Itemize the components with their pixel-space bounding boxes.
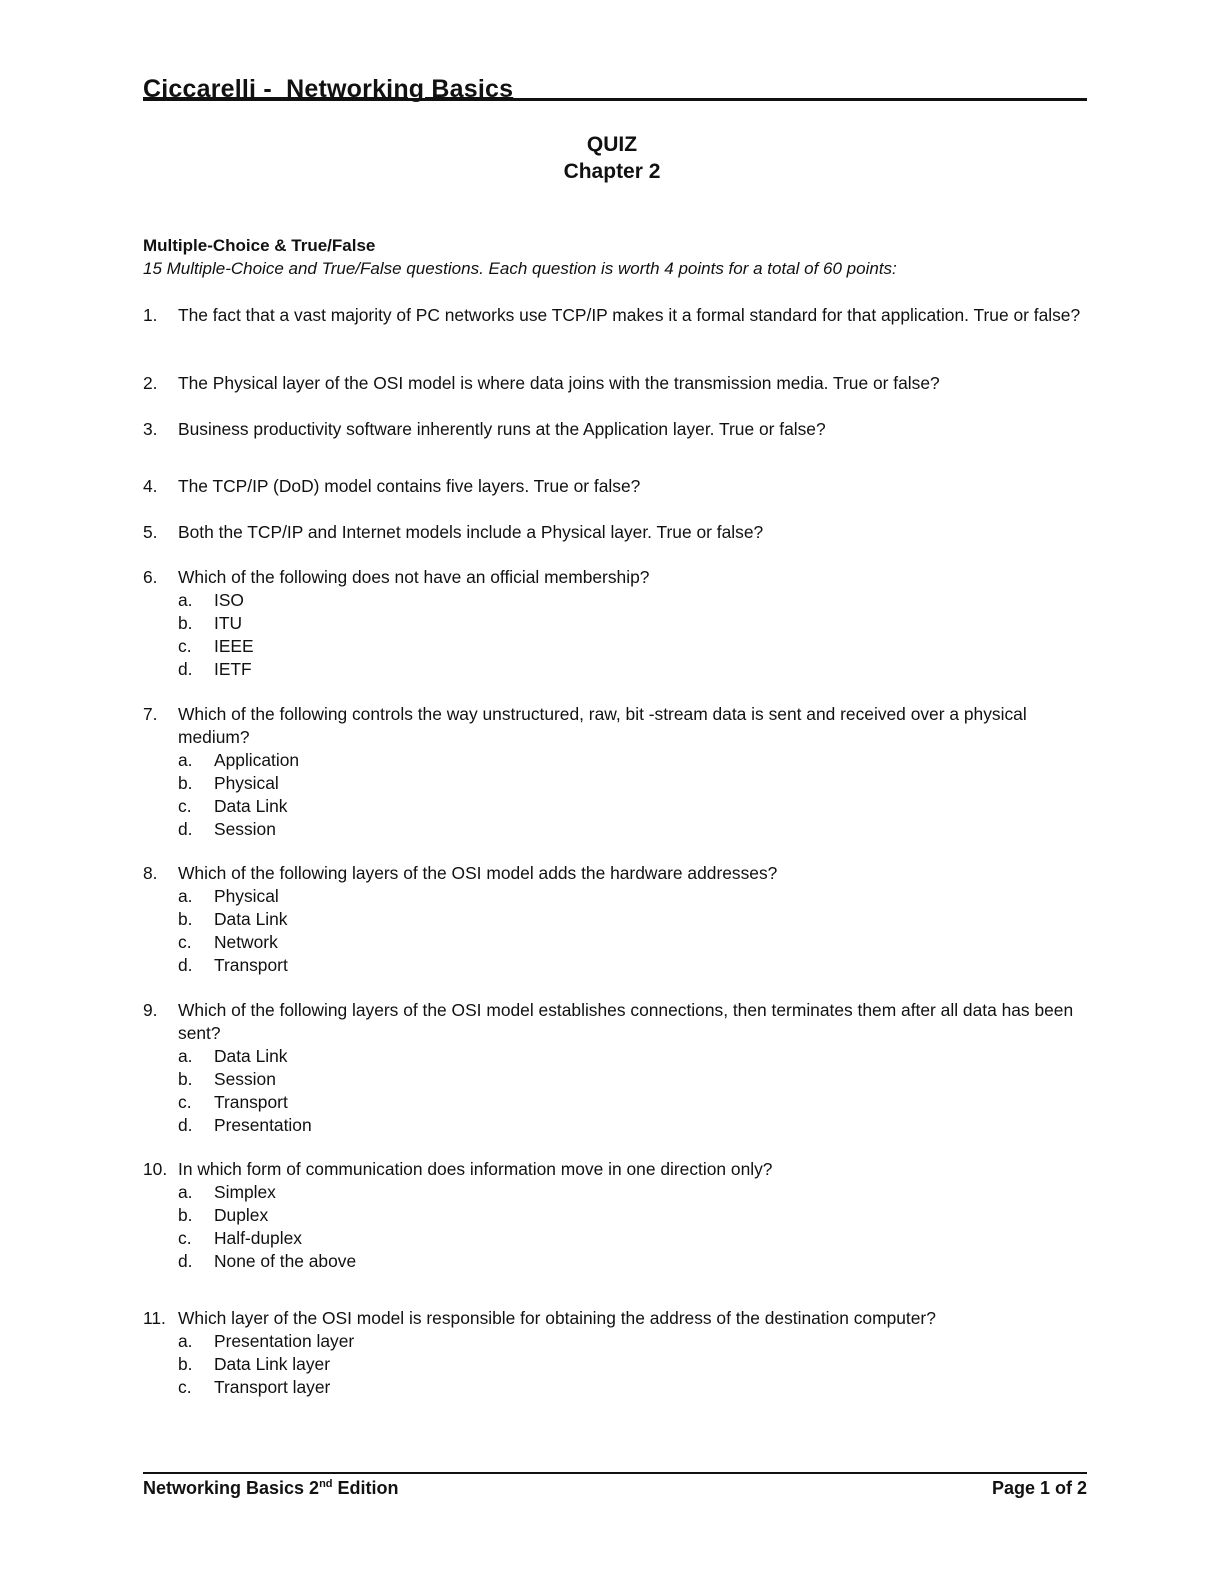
question-text: Business productivity software inherently runs at the Application layer. True or false?: [178, 419, 826, 439]
option-letter: a.: [178, 1046, 193, 1066]
option-text: None of the above: [214, 1251, 357, 1271]
option-text: Session: [214, 1069, 276, 1089]
question-text: The TCP/IP (DoD) model contains five layers. True or false?: [178, 476, 641, 496]
question-number: 6.: [143, 567, 158, 587]
answer-option: [178, 795, 1087, 818]
option-letter: c.: [178, 932, 192, 952]
header-title: Ciccarelli - Networking Basics: [143, 75, 514, 103]
answer-option: [178, 1181, 1087, 1204]
footer-edition-text: Networking Basics 2: [143, 1478, 320, 1498]
option-letter: d.: [178, 659, 193, 679]
option-letter: c.: [178, 636, 192, 656]
quiz-title: QUIZ: [586, 133, 638, 156]
option-letter: b.: [178, 613, 193, 633]
question-number: 7.: [143, 704, 158, 724]
question-number: 9.: [143, 1000, 158, 1020]
option-text: Presentation layer: [214, 1331, 355, 1351]
section-heading: Multiple-Choice & True/False: [143, 236, 376, 255]
question-text: Which of the following layers of the OSI model adds the hardware addresses?: [178, 863, 778, 883]
question-8: [143, 862, 1087, 977]
question-number: 8.: [143, 863, 158, 883]
option-text: Transport layer: [214, 1377, 331, 1397]
answer-option: [178, 931, 1087, 954]
option-letter: d.: [178, 819, 193, 839]
option-letter: c.: [178, 796, 192, 816]
option-letter: a.: [178, 590, 193, 610]
option-letter: d.: [178, 955, 193, 975]
question-1: [143, 304, 1087, 327]
option-text: IETF: [214, 659, 252, 679]
question-text: The fact that a vast majority of PC networks use TCP/IP makes it a formal standard for that application. True or false?: [178, 305, 1081, 325]
question-7: [143, 703, 1087, 841]
option-letter: a.: [178, 750, 193, 770]
answer-option: [178, 1091, 1087, 1114]
question-number: 3.: [143, 419, 158, 439]
option-text: Data Link: [214, 796, 288, 816]
footer-edition: [143, 1478, 399, 1499]
answer-option: [178, 1204, 1087, 1227]
option-letter: b.: [178, 773, 193, 793]
page-header: [143, 72, 1087, 101]
option-text: Duplex: [214, 1205, 269, 1225]
answer-option: [178, 749, 1087, 772]
answer-option: [178, 954, 1087, 977]
option-text: Physical: [214, 886, 279, 906]
option-text: IEEE: [214, 636, 254, 656]
question-number: 5.: [143, 522, 158, 542]
answer-option: [178, 1353, 1087, 1376]
question-4: [143, 475, 1087, 498]
answer-option: [178, 1376, 1087, 1399]
answer-option: [178, 589, 1087, 612]
question-text: In which form of communication does information move in one direction only?: [178, 1159, 773, 1179]
option-letter: b.: [178, 1069, 193, 1089]
answer-option: [178, 1250, 1087, 1273]
option-letter: c.: [178, 1228, 192, 1248]
page-footer: [143, 1472, 1087, 1498]
footer-edition-superscript: nd: [319, 1478, 333, 1490]
option-text: Session: [214, 819, 276, 839]
footer-page-number: Page 1 of 2: [991, 1478, 1087, 1498]
footer-edition-suffix: Edition: [332, 1478, 399, 1498]
question-2: [143, 372, 1087, 395]
question-10: [143, 1158, 1087, 1273]
option-letter: a.: [178, 1182, 193, 1202]
question-6: [143, 566, 1087, 681]
answer-option: [178, 1068, 1087, 1091]
question-number: 1.: [143, 305, 158, 325]
question-5: [143, 521, 1087, 544]
answer-option: [178, 908, 1087, 931]
option-letter: d.: [178, 1115, 193, 1135]
question-text: Both the TCP/IP and Internet models include a Physical layer. True or false?: [178, 522, 764, 542]
option-text: Application: [214, 750, 300, 770]
option-letter: c.: [178, 1377, 192, 1397]
question-9: [143, 999, 1087, 1137]
question-text: Which of the following controls the way unstructured, raw, bit -stream data is sent and received over a physical medium?: [178, 704, 1027, 747]
question-text: Which layer of the OSI model is responsible for obtaining the address of the destination computer?: [178, 1308, 936, 1328]
option-letter: b.: [178, 909, 193, 929]
option-text: ITU: [214, 613, 243, 633]
answer-option: [178, 885, 1087, 908]
question-number: 4.: [143, 476, 158, 496]
answer-option: [178, 818, 1087, 841]
answer-option: [178, 1114, 1087, 1137]
option-letter: c.: [178, 1092, 192, 1112]
option-text: Physical: [214, 773, 279, 793]
answer-option: [178, 1045, 1087, 1068]
option-letter: a.: [178, 886, 193, 906]
option-letter: a.: [178, 1331, 193, 1351]
answer-option: [178, 772, 1087, 795]
option-text: Network: [214, 932, 278, 952]
question-text: Which of the following layers of the OSI model establishes connections, then terminates them after all data has been sent?: [178, 1000, 1074, 1043]
answer-option: [178, 635, 1087, 658]
option-letter: b.: [178, 1354, 193, 1374]
question-number: 11.: [143, 1308, 166, 1328]
option-text: Transport: [214, 955, 288, 975]
question-number: 2.: [143, 373, 158, 393]
answer-option: [178, 1330, 1087, 1353]
option-text: Half-duplex: [214, 1228, 302, 1248]
question-number: 10.: [143, 1159, 168, 1179]
option-text: Transport: [214, 1092, 288, 1112]
answer-option: [178, 612, 1087, 635]
option-text: Data Link: [214, 1046, 288, 1066]
section-subtitle: 15 Multiple-Choice and True/False questions. Each question is worth 4 points for a total of 60 points:: [143, 259, 897, 278]
option-text: Simplex: [214, 1182, 276, 1202]
option-letter: d.: [178, 1251, 193, 1271]
option-text: Data Link: [214, 909, 288, 929]
question-text: Which of the following does not have an official membership?: [178, 567, 650, 587]
option-letter: b.: [178, 1205, 193, 1225]
question-11: [143, 1307, 1087, 1399]
question-3: [143, 418, 1087, 441]
answer-option: [178, 658, 1087, 681]
option-text: ISO: [214, 590, 244, 610]
question-text: The Physical layer of the OSI model is where data joins with the transmission media. True or false?: [178, 373, 940, 393]
answer-option: [178, 1227, 1087, 1250]
option-text: Data Link layer: [214, 1354, 330, 1374]
option-text: Presentation: [214, 1115, 312, 1135]
chapter-title: Chapter 2: [563, 160, 661, 183]
